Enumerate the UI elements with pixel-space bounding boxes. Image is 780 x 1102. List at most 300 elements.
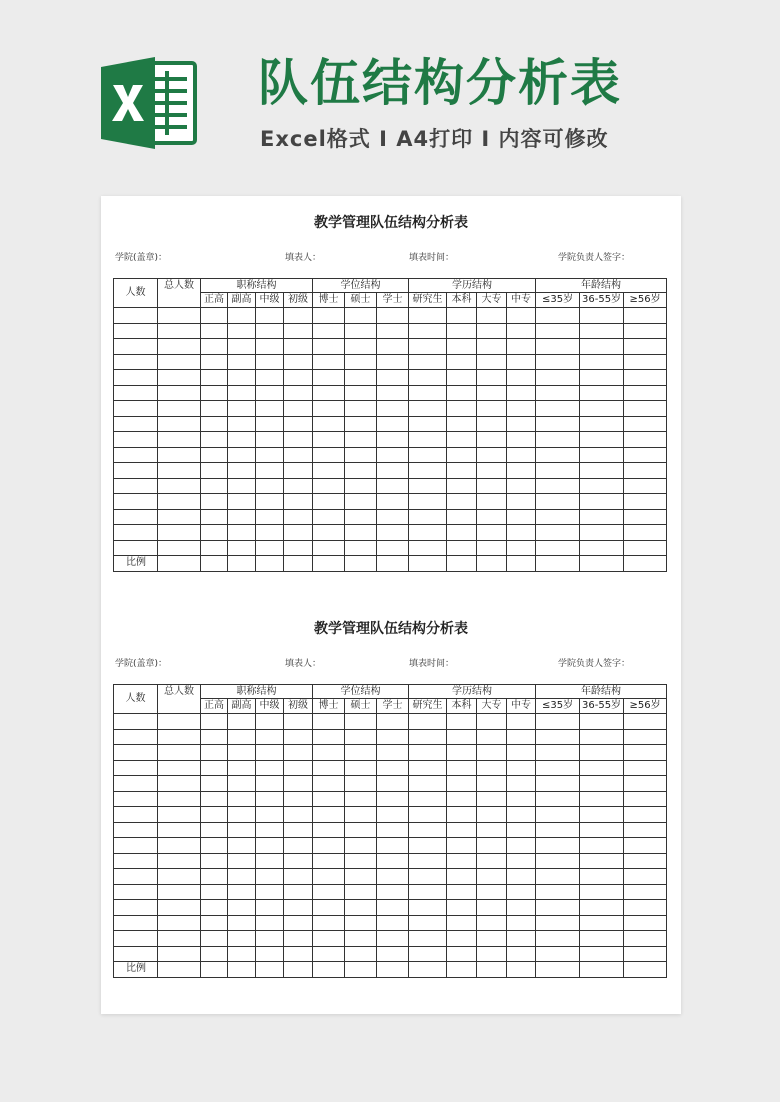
table-cell[interactable] (228, 745, 256, 761)
table-cell[interactable] (284, 838, 313, 854)
table-cell[interactable] (345, 884, 377, 900)
table-cell[interactable] (507, 931, 536, 947)
table-cell[interactable] (228, 962, 256, 978)
table-cell[interactable] (345, 509, 377, 525)
table-cell[interactable] (256, 760, 284, 776)
table-cell[interactable] (313, 745, 345, 761)
table-cell[interactable] (228, 729, 256, 745)
table-cell[interactable] (377, 525, 409, 541)
table-cell[interactable] (256, 339, 284, 355)
table-cell[interactable] (201, 791, 228, 807)
table-cell[interactable] (580, 760, 624, 776)
table-cell[interactable] (114, 354, 158, 370)
table-cell[interactable] (114, 447, 158, 463)
table-cell[interactable] (158, 525, 201, 541)
table-cell[interactable] (477, 323, 507, 339)
table-cell[interactable] (201, 509, 228, 525)
table-cell[interactable] (158, 822, 201, 838)
table-cell[interactable] (536, 869, 580, 885)
table-cell[interactable] (201, 931, 228, 947)
table-cell[interactable] (228, 791, 256, 807)
table-cell[interactable] (624, 760, 667, 776)
table-cell[interactable] (345, 962, 377, 978)
table-cell[interactable] (228, 370, 256, 386)
table-cell[interactable] (345, 416, 377, 432)
table-cell[interactable] (313, 915, 345, 931)
table-cell[interactable] (536, 714, 580, 730)
table-cell[interactable] (477, 791, 507, 807)
table-cell[interactable] (377, 540, 409, 556)
table-cell[interactable] (114, 869, 158, 885)
table-cell[interactable] (256, 494, 284, 510)
table-cell[interactable] (377, 791, 409, 807)
table-cell[interactable] (377, 869, 409, 885)
table-cell[interactable] (507, 509, 536, 525)
table-cell[interactable] (507, 494, 536, 510)
table-cell[interactable] (313, 447, 345, 463)
table-cell[interactable] (377, 308, 409, 324)
table-cell[interactable] (447, 915, 477, 931)
table-cell[interactable] (114, 509, 158, 525)
table-cell[interactable] (114, 791, 158, 807)
table-cell[interactable] (228, 884, 256, 900)
table-cell[interactable] (409, 807, 447, 823)
table-cell[interactable] (477, 478, 507, 494)
table-cell[interactable] (536, 509, 580, 525)
table-cell[interactable] (447, 339, 477, 355)
table-cell[interactable] (228, 776, 256, 792)
table-cell[interactable] (536, 308, 580, 324)
table-cell[interactable] (114, 463, 158, 479)
table-cell[interactable] (228, 354, 256, 370)
table-cell[interactable] (477, 853, 507, 869)
table-cell[interactable] (447, 540, 477, 556)
table-cell[interactable] (477, 385, 507, 401)
table-cell[interactable] (447, 869, 477, 885)
table-cell[interactable] (228, 540, 256, 556)
table-cell[interactable] (624, 525, 667, 541)
table-cell[interactable] (536, 807, 580, 823)
table-cell[interactable] (345, 807, 377, 823)
table-cell[interactable] (313, 760, 345, 776)
table-cell[interactable] (580, 385, 624, 401)
table-cell[interactable] (284, 931, 313, 947)
table-cell[interactable] (624, 509, 667, 525)
table-cell[interactable] (409, 416, 447, 432)
table-cell[interactable] (256, 540, 284, 556)
table-cell[interactable] (507, 962, 536, 978)
table-cell[interactable] (507, 853, 536, 869)
table-cell[interactable] (256, 729, 284, 745)
table-cell[interactable] (284, 869, 313, 885)
table-cell[interactable] (624, 776, 667, 792)
table-cell[interactable] (409, 729, 447, 745)
table-cell[interactable] (507, 354, 536, 370)
table-cell[interactable] (409, 478, 447, 494)
table-cell[interactable] (158, 370, 201, 386)
table-cell[interactable] (158, 760, 201, 776)
table-cell[interactable] (345, 714, 377, 730)
table-cell[interactable] (284, 822, 313, 838)
table-cell[interactable] (228, 416, 256, 432)
table-cell[interactable] (624, 869, 667, 885)
table-cell[interactable] (284, 900, 313, 916)
table-cell[interactable] (345, 946, 377, 962)
table-cell[interactable] (477, 946, 507, 962)
table-cell[interactable] (158, 401, 201, 417)
table-cell[interactable] (228, 385, 256, 401)
table-cell[interactable] (447, 760, 477, 776)
table-cell[interactable] (377, 354, 409, 370)
table-cell[interactable] (624, 807, 667, 823)
table-cell[interactable] (158, 869, 201, 885)
table-cell[interactable] (447, 838, 477, 854)
table-cell[interactable] (256, 838, 284, 854)
table-cell[interactable] (507, 556, 536, 572)
table-cell[interactable] (284, 745, 313, 761)
table-cell[interactable] (114, 931, 158, 947)
table-cell[interactable] (580, 915, 624, 931)
table-cell[interactable] (256, 853, 284, 869)
table-cell[interactable] (580, 946, 624, 962)
table-cell[interactable] (114, 478, 158, 494)
table-cell[interactable] (580, 776, 624, 792)
table-cell[interactable] (580, 931, 624, 947)
table-cell[interactable] (580, 838, 624, 854)
table-cell[interactable] (447, 463, 477, 479)
table-cell[interactable] (313, 822, 345, 838)
table-cell[interactable] (447, 525, 477, 541)
table-cell[interactable] (284, 540, 313, 556)
table-cell[interactable] (580, 308, 624, 324)
table-cell[interactable] (114, 838, 158, 854)
table-cell[interactable] (228, 401, 256, 417)
table-cell[interactable] (158, 884, 201, 900)
table-cell[interactable] (201, 447, 228, 463)
table-cell[interactable] (536, 463, 580, 479)
table-cell[interactable] (409, 385, 447, 401)
table-cell[interactable] (409, 884, 447, 900)
table-cell[interactable] (377, 416, 409, 432)
table-cell[interactable] (114, 729, 158, 745)
table-cell[interactable] (228, 447, 256, 463)
table-cell[interactable] (256, 791, 284, 807)
table-cell[interactable] (580, 556, 624, 572)
table-cell[interactable] (447, 807, 477, 823)
table-cell[interactable] (114, 385, 158, 401)
table-cell[interactable] (284, 962, 313, 978)
table-cell[interactable] (377, 838, 409, 854)
table-cell[interactable] (201, 884, 228, 900)
table-cell[interactable] (256, 869, 284, 885)
table-cell[interactable] (345, 729, 377, 745)
table-cell[interactable] (580, 370, 624, 386)
table-cell[interactable] (377, 946, 409, 962)
table-cell[interactable] (580, 478, 624, 494)
table-cell[interactable] (409, 853, 447, 869)
table-cell[interactable] (507, 745, 536, 761)
table-cell[interactable] (114, 915, 158, 931)
table-cell[interactable] (507, 401, 536, 417)
table-cell[interactable] (284, 323, 313, 339)
table-cell[interactable] (624, 556, 667, 572)
table-cell[interactable] (447, 776, 477, 792)
table-cell[interactable] (256, 931, 284, 947)
table-cell[interactable] (409, 869, 447, 885)
table-cell[interactable] (313, 370, 345, 386)
table-cell[interactable] (580, 354, 624, 370)
table-cell[interactable] (284, 915, 313, 931)
table-cell[interactable] (284, 556, 313, 572)
table-cell[interactable] (580, 745, 624, 761)
table-cell[interactable] (345, 385, 377, 401)
table-cell[interactable] (536, 884, 580, 900)
table-cell[interactable] (345, 853, 377, 869)
table-cell[interactable] (536, 323, 580, 339)
table-cell[interactable] (345, 432, 377, 448)
table-cell[interactable] (507, 385, 536, 401)
table-cell[interactable] (345, 447, 377, 463)
table-cell[interactable] (228, 556, 256, 572)
table-cell[interactable] (477, 556, 507, 572)
table-cell[interactable] (158, 447, 201, 463)
table-cell[interactable] (284, 370, 313, 386)
table-cell[interactable] (447, 853, 477, 869)
table-cell[interactable] (201, 962, 228, 978)
table-cell[interactable] (377, 447, 409, 463)
table-cell[interactable] (114, 308, 158, 324)
table-cell[interactable] (507, 760, 536, 776)
table-cell[interactable] (447, 509, 477, 525)
table-cell[interactable] (284, 760, 313, 776)
table-cell[interactable] (158, 463, 201, 479)
table-cell[interactable] (536, 962, 580, 978)
table-cell[interactable] (377, 760, 409, 776)
table-cell[interactable] (624, 494, 667, 510)
table-cell[interactable] (228, 822, 256, 838)
table-cell[interactable] (580, 869, 624, 885)
table-cell[interactable] (507, 791, 536, 807)
table-cell[interactable] (345, 915, 377, 931)
table-cell[interactable] (409, 556, 447, 572)
table-cell[interactable] (477, 807, 507, 823)
table-cell[interactable] (201, 869, 228, 885)
table-cell[interactable] (284, 478, 313, 494)
table-cell[interactable] (507, 478, 536, 494)
table-cell[interactable] (114, 745, 158, 761)
table-cell[interactable] (201, 416, 228, 432)
table-cell[interactable] (409, 822, 447, 838)
table-cell[interactable] (284, 447, 313, 463)
table-cell[interactable] (345, 869, 377, 885)
table-cell[interactable] (284, 729, 313, 745)
table-cell[interactable] (477, 370, 507, 386)
table-cell[interactable] (256, 884, 284, 900)
table-cell[interactable] (158, 385, 201, 401)
table-cell[interactable] (507, 838, 536, 854)
table-cell[interactable] (447, 432, 477, 448)
table-cell[interactable] (256, 900, 284, 916)
table-cell[interactable] (580, 494, 624, 510)
table-cell[interactable] (536, 556, 580, 572)
table-cell[interactable] (377, 822, 409, 838)
table-cell[interactable] (256, 463, 284, 479)
table-cell[interactable] (507, 915, 536, 931)
table-cell[interactable] (201, 308, 228, 324)
table-cell[interactable] (477, 354, 507, 370)
table-cell[interactable] (580, 807, 624, 823)
table-cell[interactable] (624, 900, 667, 916)
table-cell[interactable] (256, 714, 284, 730)
table-cell[interactable] (158, 509, 201, 525)
table-cell[interactable] (201, 838, 228, 854)
table-cell[interactable] (580, 339, 624, 355)
table-cell[interactable] (158, 838, 201, 854)
table-cell[interactable] (477, 931, 507, 947)
table-cell[interactable] (256, 401, 284, 417)
table-cell[interactable] (507, 447, 536, 463)
table-cell[interactable] (409, 370, 447, 386)
table-cell[interactable] (536, 745, 580, 761)
table-cell[interactable] (507, 900, 536, 916)
table-cell[interactable] (345, 478, 377, 494)
table-cell[interactable] (477, 401, 507, 417)
table-cell[interactable] (256, 416, 284, 432)
table-cell[interactable] (114, 946, 158, 962)
table-cell[interactable] (228, 463, 256, 479)
table-cell[interactable] (228, 525, 256, 541)
table-cell[interactable] (256, 308, 284, 324)
table-cell[interactable] (536, 822, 580, 838)
table-cell[interactable] (201, 370, 228, 386)
table-cell[interactable] (477, 509, 507, 525)
table-cell[interactable] (114, 884, 158, 900)
table-cell[interactable] (345, 463, 377, 479)
table-cell[interactable] (158, 745, 201, 761)
table-cell[interactable] (201, 494, 228, 510)
table-cell[interactable] (477, 869, 507, 885)
table-cell[interactable] (580, 729, 624, 745)
table-cell[interactable] (580, 822, 624, 838)
table-cell[interactable] (345, 838, 377, 854)
table-cell[interactable] (624, 946, 667, 962)
table-cell[interactable] (507, 525, 536, 541)
table-cell[interactable] (158, 729, 201, 745)
table-cell[interactable] (377, 478, 409, 494)
table-cell[interactable] (158, 931, 201, 947)
table-cell[interactable] (284, 463, 313, 479)
table-cell[interactable] (580, 416, 624, 432)
table-cell[interactable] (536, 494, 580, 510)
table-cell[interactable] (447, 354, 477, 370)
table-cell[interactable] (377, 884, 409, 900)
table-cell[interactable] (345, 308, 377, 324)
table-cell[interactable] (536, 370, 580, 386)
table-cell[interactable] (228, 494, 256, 510)
table-cell[interactable] (201, 807, 228, 823)
table-cell[interactable] (507, 776, 536, 792)
table-cell[interactable] (313, 432, 345, 448)
table-cell[interactable] (624, 339, 667, 355)
table-cell[interactable] (158, 478, 201, 494)
table-cell[interactable] (228, 838, 256, 854)
table-cell[interactable] (536, 339, 580, 355)
table-cell[interactable] (536, 760, 580, 776)
table-cell[interactable] (201, 776, 228, 792)
table-cell[interactable] (536, 915, 580, 931)
table-cell[interactable] (284, 354, 313, 370)
table-cell[interactable] (284, 884, 313, 900)
table-cell[interactable] (158, 714, 201, 730)
table-cell[interactable] (447, 447, 477, 463)
table-cell[interactable] (313, 339, 345, 355)
table-cell[interactable] (409, 776, 447, 792)
table-cell[interactable] (409, 962, 447, 978)
table-cell[interactable] (256, 776, 284, 792)
table-cell[interactable] (377, 807, 409, 823)
table-cell[interactable] (228, 946, 256, 962)
table-cell[interactable] (201, 540, 228, 556)
table-cell[interactable] (313, 323, 345, 339)
table-cell[interactable] (377, 853, 409, 869)
table-cell[interactable] (507, 729, 536, 745)
table-cell[interactable] (114, 853, 158, 869)
table-cell[interactable] (114, 339, 158, 355)
table-cell[interactable] (507, 822, 536, 838)
table-cell[interactable] (447, 370, 477, 386)
table-cell[interactable] (624, 540, 667, 556)
table-cell[interactable] (158, 807, 201, 823)
table-cell[interactable] (536, 729, 580, 745)
table-cell[interactable] (624, 432, 667, 448)
table-cell[interactable] (158, 354, 201, 370)
table-cell[interactable] (409, 308, 447, 324)
table-cell[interactable] (201, 900, 228, 916)
table-cell[interactable] (409, 791, 447, 807)
table-cell[interactable] (114, 822, 158, 838)
table-cell[interactable] (580, 401, 624, 417)
table-cell[interactable] (477, 838, 507, 854)
table-cell[interactable] (256, 509, 284, 525)
table-cell[interactable] (284, 308, 313, 324)
table-cell[interactable] (313, 525, 345, 541)
table-cell[interactable] (114, 525, 158, 541)
table-cell[interactable] (158, 323, 201, 339)
table-cell[interactable] (624, 853, 667, 869)
table-cell[interactable] (284, 714, 313, 730)
table-cell[interactable] (536, 401, 580, 417)
table-cell[interactable] (284, 946, 313, 962)
table-cell[interactable] (313, 509, 345, 525)
table-cell[interactable] (377, 729, 409, 745)
table-cell[interactable] (284, 853, 313, 869)
table-cell[interactable] (477, 915, 507, 931)
table-cell[interactable] (228, 915, 256, 931)
table-cell[interactable] (477, 432, 507, 448)
table-cell[interactable] (409, 354, 447, 370)
table-cell[interactable] (284, 791, 313, 807)
table-cell[interactable] (345, 339, 377, 355)
table-cell[interactable] (447, 900, 477, 916)
table-cell[interactable] (114, 323, 158, 339)
table-cell[interactable] (228, 853, 256, 869)
table-cell[interactable] (284, 509, 313, 525)
table-cell[interactable] (477, 463, 507, 479)
table-cell[interactable] (536, 838, 580, 854)
table-cell[interactable] (507, 714, 536, 730)
table-cell[interactable] (507, 339, 536, 355)
table-cell[interactable] (313, 556, 345, 572)
